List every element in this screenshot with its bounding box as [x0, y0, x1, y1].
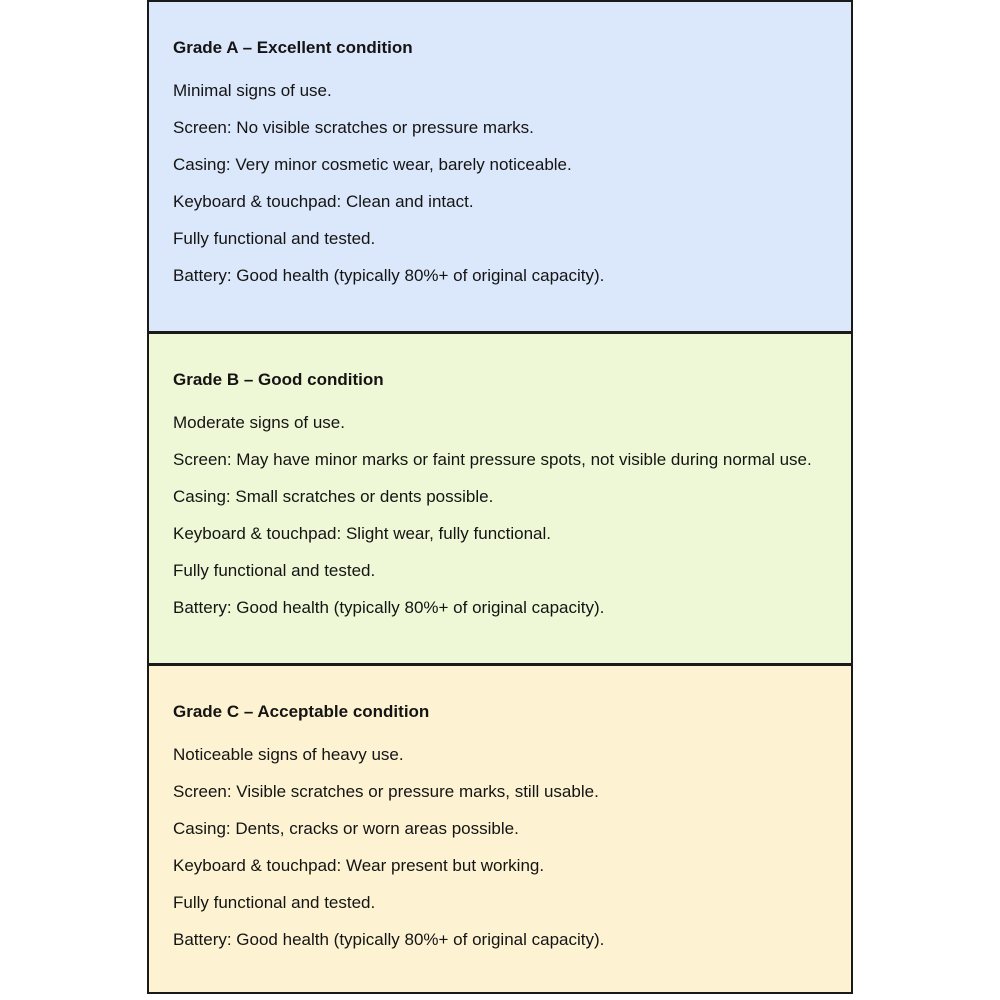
grade-b-line-screen: Screen: May have minor marks or faint pressure spots, not visible during normal use. [173, 450, 812, 469]
grade-a-line-functional: Fully functional and tested. [173, 229, 376, 248]
grade-a-line-casing: Casing: Very minor cosmetic wear, barely noticeable. [173, 155, 572, 174]
grade-a-line-screen: Screen: No visible scratches or pressure marks. [173, 118, 534, 137]
grade-c-line-battery: Battery: Good health (typically 80%+ of original capacity). [173, 930, 605, 949]
grade-b-line-battery: Battery: Good health (typically 80%+ of original capacity). [173, 598, 605, 617]
grade-a-title: Grade A – Excellent condition [173, 38, 413, 57]
grading-panels-container [147, 0, 853, 994]
grade-b-panel [149, 334, 851, 666]
grade-a-panel [149, 2, 851, 334]
grade-c-line-screen: Screen: Visible scratches or pressure marks, still usable. [173, 782, 599, 801]
grade-a-line-overview: Minimal signs of use. [173, 81, 332, 100]
grade-c-panel [149, 666, 851, 992]
grade-a-line-battery: Battery: Good health (typically 80%+ of original capacity). [173, 266, 605, 285]
grade-c-line-overview: Noticeable signs of heavy use. [173, 745, 404, 764]
grade-a-line-keyboard: Keyboard & touchpad: Clean and intact. [173, 192, 474, 211]
grade-b-line-keyboard: Keyboard & touchpad: Slight wear, fully functional. [173, 524, 552, 543]
grade-c-title: Grade C – Acceptable condition [173, 702, 430, 721]
grade-b-line-overview: Moderate signs of use. [173, 413, 345, 432]
grade-c-line-casing: Casing: Dents, cracks or worn areas possible. [173, 819, 519, 838]
grade-b-line-functional: Fully functional and tested. [173, 561, 376, 580]
grade-b-line-casing: Casing: Small scratches or dents possible. [173, 487, 494, 506]
grade-c-line-functional: Fully functional and tested. [173, 893, 376, 912]
grade-b-title: Grade B – Good condition [173, 370, 384, 389]
grade-c-line-keyboard: Keyboard & touchpad: Wear present but working. [173, 856, 545, 875]
